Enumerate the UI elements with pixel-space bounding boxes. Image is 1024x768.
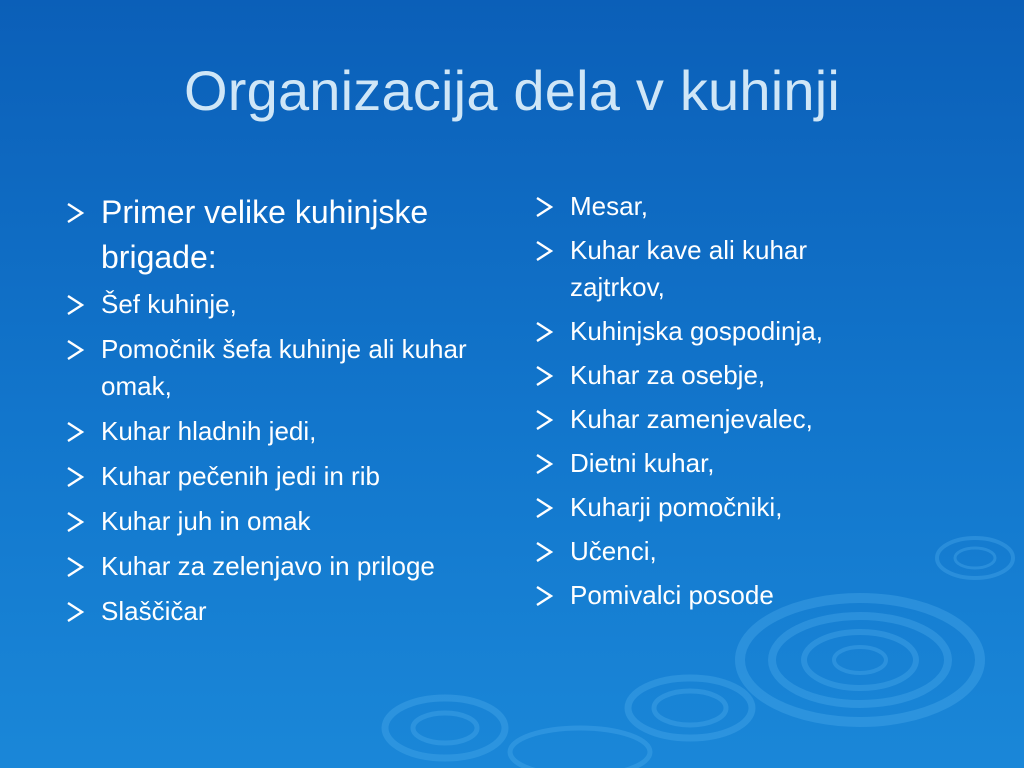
arrow-bullet-icon — [534, 365, 554, 387]
arrow-bullet-icon — [534, 541, 554, 563]
list-item-text: Šef kuhinje, — [101, 289, 237, 319]
arrow-bullet-icon — [65, 601, 85, 623]
list-item — [101, 593, 481, 630]
arrow-bullet-icon — [65, 202, 85, 224]
arrow-bullet-icon — [534, 453, 554, 475]
list-item-text: Kuharji pomočniki, — [570, 492, 783, 522]
list-item-text: Pomočnik šefa kuhinje ali kuhar omak, — [101, 334, 467, 401]
left-bullet-list — [101, 190, 481, 638]
arrow-bullet-icon — [534, 196, 554, 218]
list-item — [570, 489, 890, 526]
arrow-bullet-icon — [65, 556, 85, 578]
list-item — [101, 503, 481, 540]
list-item — [101, 413, 481, 450]
list-item — [570, 357, 890, 394]
list-item — [570, 232, 890, 306]
list-item-text: Kuhar za zelenjavo in priloge — [101, 551, 435, 581]
list-item-text: Slaščičar — [101, 596, 207, 626]
arrow-bullet-icon — [65, 421, 85, 443]
list-item-text: Kuhar zamenjevalec, — [570, 404, 813, 434]
arrow-bullet-icon — [65, 294, 85, 316]
list-item-text: Dietni kuhar, — [570, 448, 715, 478]
list-item-text: Kuhar hladnih jedi, — [101, 416, 317, 446]
list-item-text: Kuhar pečenih jedi in rib — [101, 461, 380, 491]
list-item — [570, 577, 890, 614]
right-bullet-list — [570, 188, 890, 621]
list-item — [570, 533, 890, 570]
arrow-bullet-icon — [534, 585, 554, 607]
arrow-bullet-icon — [534, 240, 554, 262]
list-item — [570, 401, 890, 438]
arrow-bullet-icon — [534, 321, 554, 343]
list-item — [101, 331, 481, 405]
arrow-bullet-icon — [534, 497, 554, 519]
list-item-text: Mesar, — [570, 191, 649, 221]
list-item — [101, 286, 481, 323]
list-item-text: Kuhar juh in omak — [101, 506, 311, 536]
arrow-bullet-icon — [65, 466, 85, 488]
arrow-bullet-icon — [534, 409, 554, 431]
list-item — [101, 548, 481, 585]
list-item-text: Učenci, — [570, 536, 657, 566]
list-item — [570, 445, 890, 482]
arrow-bullet-icon — [65, 511, 85, 533]
arrow-bullet-icon — [65, 339, 85, 361]
slide-title: Organizacija dela v kuhinji — [184, 59, 840, 122]
list-item-text: Kuhar kave ali kuhar zajtrkov, — [570, 235, 808, 302]
list-item-text: Kuhar za osebje, — [570, 360, 766, 390]
list-item-lead — [101, 190, 481, 280]
list-item-text: Kuhinjska gospodinja, — [570, 316, 823, 346]
list-item — [570, 313, 890, 350]
list-item-text: Primer velike kuhinjske brigade: — [101, 194, 429, 275]
list-item-text: Pomivalci posode — [570, 580, 774, 610]
list-item — [101, 458, 481, 495]
list-item — [570, 188, 890, 225]
